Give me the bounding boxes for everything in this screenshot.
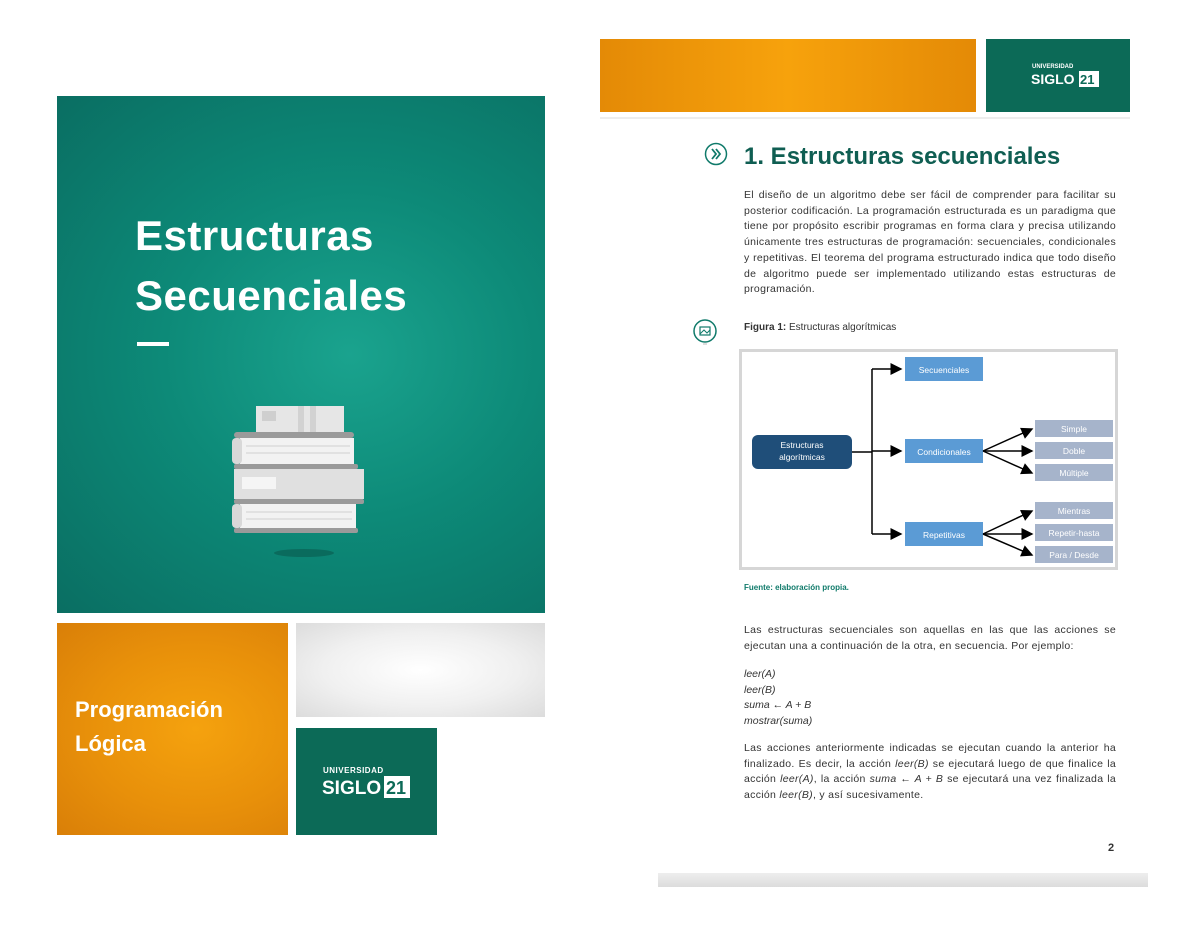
node-multiple-label: Múltiple xyxy=(1059,468,1089,478)
code-line: leer(B) xyxy=(744,683,776,696)
explanation-code: leer(A) xyxy=(780,773,814,786)
figure-caption-text: Estructuras algorítmicas xyxy=(786,322,897,333)
page-number: 2 xyxy=(1108,842,1115,854)
logo-header-top: UNIVERSIDAD xyxy=(1032,64,1074,70)
node-secuenciales-label: Secuenciales xyxy=(918,365,970,375)
university-logo-header xyxy=(986,39,1130,112)
explanation-text: se ejecutará luego de que finalice la acción xyxy=(744,757,1116,786)
logo-header-main: SIGLO xyxy=(1031,71,1075,87)
code-line: mostrar(suma) xyxy=(744,715,813,728)
explanation-code: suma ← A + B xyxy=(869,773,944,786)
course-title xyxy=(75,693,223,761)
figure-source: Fuente: elaboración propia. xyxy=(744,583,849,592)
explanation-text: , la acción xyxy=(813,773,870,786)
explanation-text: se ejecutará una vez finalizada la acción xyxy=(744,773,1117,802)
code-line: leer(A) xyxy=(744,668,776,680)
course-box xyxy=(57,623,288,835)
explanation-paragraph xyxy=(744,741,1116,804)
sequential-paragraph: Las estructuras secuenciales son aquellas en las que las acciones se ejecutan una a continuación de la otra, en secuencia. Por ejemplo: xyxy=(744,624,1116,652)
cover-title-line2: Secuenciales xyxy=(135,272,408,319)
figure-caption-label: Figura 1: xyxy=(744,322,787,333)
double-chevron-right-icon xyxy=(704,142,728,166)
code-line: suma ← A + B xyxy=(744,699,812,712)
header-divider xyxy=(600,117,1130,119)
node-doble-label: Doble xyxy=(1062,446,1086,456)
node-repetir-hasta-label: Repetir-hasta xyxy=(1048,528,1100,538)
explanation-code: leer(B) xyxy=(779,789,813,802)
course-title-line2: Lógica xyxy=(75,731,146,756)
section-title: 1. Estructuras secuenciales xyxy=(744,143,1061,170)
node-mientras-label: Mientras xyxy=(1057,506,1091,516)
node-simple-label: Simple xyxy=(1061,424,1087,434)
logo-header-num: 21 xyxy=(1080,72,1095,87)
node-repetitivas-label: Repetitivas xyxy=(922,530,966,540)
university-logo-cover xyxy=(296,728,437,835)
explanation-text: , y así sucesivamente. xyxy=(812,789,924,802)
footer-bar xyxy=(658,873,1148,887)
explanation-text: Las acciones anteriormente indicadas se ejecutan cuando la anterior ha finalizado. Es decir, la acción xyxy=(744,742,1116,770)
node-root-line2: algorítmicas xyxy=(779,452,825,462)
code-example xyxy=(744,667,812,730)
logo-cover-num: 21 xyxy=(386,778,407,798)
decorative-grey-box xyxy=(296,623,545,717)
books-icon xyxy=(232,401,372,561)
cover-hero xyxy=(57,96,545,613)
header-banner xyxy=(600,39,976,112)
figure-diagram xyxy=(739,349,1118,570)
node-root-line1: Estructuras xyxy=(780,440,824,450)
course-title-line1: Programación xyxy=(75,697,223,722)
explanation-code: leer(B) xyxy=(895,757,929,770)
logo-cover-main: SIGLO xyxy=(322,778,382,799)
cover-dash xyxy=(137,342,169,346)
figure-caption xyxy=(744,322,896,333)
node-condicionales-label: Condicionales xyxy=(917,447,971,457)
image-icon xyxy=(692,318,718,346)
cover-title xyxy=(135,206,407,326)
node-para-desde-label: Para / Desde xyxy=(1049,550,1099,560)
logo-cover-top: UNIVERSIDAD xyxy=(323,766,384,775)
cover-title-line1: Estructuras xyxy=(135,212,374,259)
intro-paragraph: El diseño de un algoritmo debe ser fácil de comprender para facilitar su posterior codificación. La programación estructurada es un paradigma que tiene por propósito escribir programas en forma clara y precisa utilizando únicamente tres estructuras de programación: secuenciales, condicionales y repetitivas. El teorema del programa estructurado indica que todo diseño de algoritmo puede ser implementado utilizando estas estructuras de programación. xyxy=(744,189,1116,296)
